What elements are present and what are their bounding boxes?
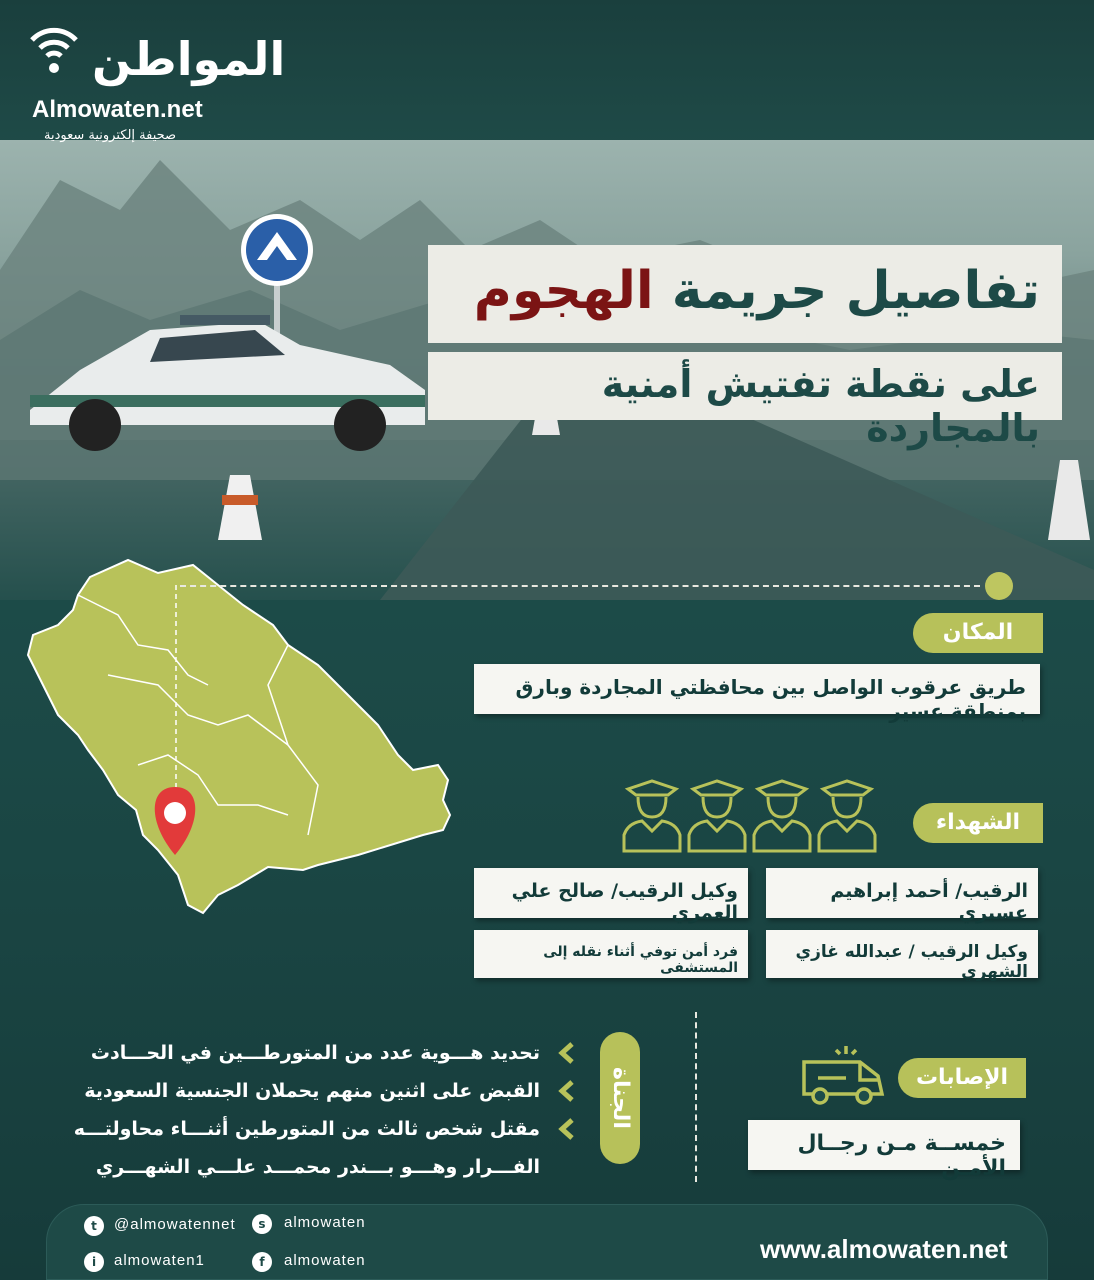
snapchat-handle[interactable]: almowaten — [284, 1214, 366, 1231]
saudi-map — [18, 555, 468, 925]
culprit-text: مقتل شخص ثالث من المتورطين أثنـــاء محاولتـــه — [73, 1118, 540, 1140]
logo-site: Almowaten.net — [32, 96, 203, 123]
vertical-divider — [695, 1012, 697, 1182]
logo-tagline: صحيفة إلكترونية سعودية — [44, 128, 177, 143]
culprits-label: الجناة — [600, 1032, 640, 1164]
chevron-icon — [554, 1040, 580, 1066]
facebook-handle[interactable]: almowaten — [284, 1252, 366, 1269]
snapchat-icon[interactable]: s — [252, 1214, 272, 1234]
culprit-text: القبض على اثنين منهم يحملان الجنسية السعودية — [84, 1080, 540, 1102]
website-link[interactable]: www.almowaten.net — [760, 1234, 1008, 1264]
list-item — [40, 1148, 580, 1186]
twitter-handle[interactable]: @almowatennet — [114, 1216, 236, 1233]
wifi-icon — [26, 18, 82, 78]
facebook-icon[interactable]: f — [252, 1252, 272, 1272]
martyr-name: وكيل الرقيب / عبدالله غازي الشهري — [766, 930, 1038, 978]
culprit-text: الفـــرار وهـــو بـــندر محمـــد علـــي الشهـــري — [95, 1156, 540, 1178]
place-text: طريق عرقوب الواصل بين محافظتي المجاردة وبارق بمنطقة عسير — [474, 664, 1040, 714]
list-item — [40, 1034, 580, 1072]
chevron-icon — [554, 1116, 580, 1142]
brand-logo — [22, 14, 286, 143]
logo-wordmark: المواطن — [92, 32, 286, 86]
place-label: المكان — [913, 613, 1043, 653]
chevron-icon — [554, 1078, 580, 1104]
twitter-icon[interactable]: t — [84, 1216, 104, 1236]
subtitle: على نقطة تفتيش أمنية بالمجاردة — [428, 352, 1062, 420]
martyr-name: وكيل الرقيب/ صالح علي العمري — [474, 868, 748, 918]
ambulance-icon — [798, 1042, 888, 1106]
martyrs-label: الشهداء — [913, 803, 1043, 843]
instagram-handle[interactable]: almowaten1 — [114, 1252, 205, 1269]
culprits-list — [40, 1034, 580, 1186]
title-highlight: الهجوم — [473, 261, 654, 321]
injuries-label: الإصابات — [898, 1058, 1026, 1098]
title-prefix: تفاصيل جريمة — [653, 261, 1040, 321]
officers-icon — [620, 775, 880, 855]
instagram-icon[interactable]: i — [84, 1252, 104, 1272]
divider-line — [180, 585, 980, 587]
injuries-text: خمســة مـن رجــال الأمـن — [748, 1120, 1020, 1170]
list-item — [40, 1072, 580, 1110]
culprit-text: تحديد هـــوية عدد من المتورطـــين في الحـــادث — [90, 1042, 540, 1064]
martyr-name: فرد أمن توفي أثناء نقله إلى المستشفى — [474, 930, 748, 978]
main-title — [428, 245, 1062, 343]
divider-dot — [985, 572, 1013, 600]
list-item — [40, 1110, 580, 1148]
martyr-name: الرقيب/ أحمد إبراهيم عسيري — [766, 868, 1038, 918]
